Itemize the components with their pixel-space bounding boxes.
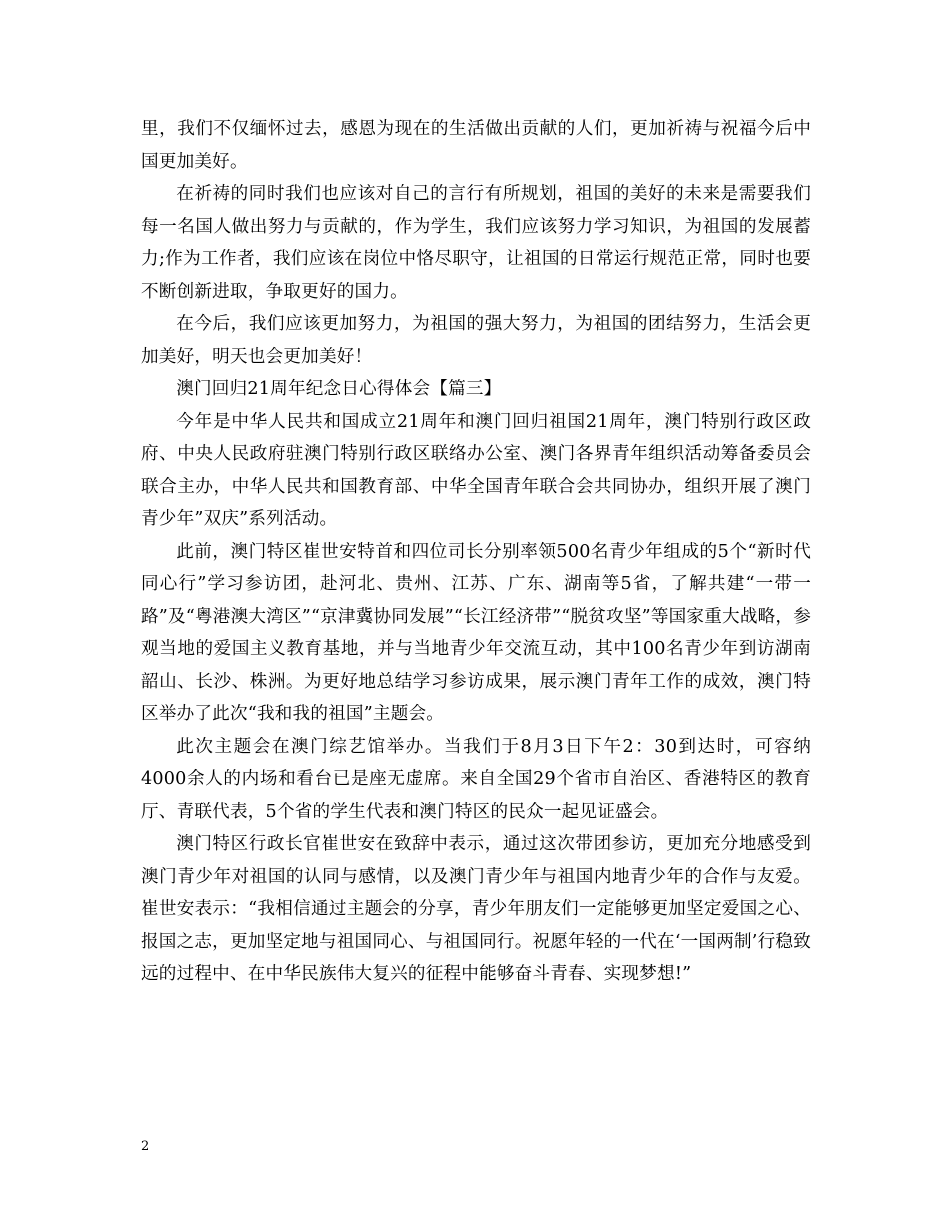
paragraph-2: 在祈祷的同时我们也应该对自己的言行有所规划，祖国的美好的未来是需要我们每一名国人做出努力与贡献的，作为学生，我们应该努力学习知识，为祖国的发展蓄力;作为工作者，我们应该在岗位中恪尽职守，让祖国的日常运行规范正常，同时也要不断创新进取，争取更好的国力。 (141, 184, 811, 302)
section-heading: 澳门回归21周年纪念日心得体会【篇三】 (176, 379, 502, 399)
page-number: 2 (141, 1139, 150, 1154)
paragraph-6: 此前，澳门特区崔世安特首和四位司长分别率领500名青少年组成的5个“新时代同心行”学习参访团，赴河北、贵州、江苏、广东、湖南等5省，了解共建“一带一路”及“粤港澳大湾区”“京津冀协同发展”“长江经济带”“脱贫攻坚”等国家重大战略，参观当地的爱国主义教育基地，并与当地青少年交流互动，其中100名青少年到访湖南韶山、长沙、株洲。为更好地总结学习参访成果，展示澳门青年工作的成效，澳门特区举办了此次“我和我的祖国”主题会。 (141, 541, 811, 724)
paragraph-7: 此次主题会在澳门综艺馆举办。当我们于8月3日下午2：30到达时，可容纳4000余人的内场和看台已是座无虚席。来自全国29个省市自治区、香港特区的教育厅、青联代表，5个省的学生代表和澳门特区的民众一起见证盛会。 (141, 736, 811, 822)
paragraph-3: 在今后，我们应该更加努力，为祖国的强大努力，为祖国的团结努力，生活会更加美好，明天也会更加美好！ (141, 314, 811, 367)
document-body (141, 113, 811, 991)
paragraph-1: 里，我们不仅缅怀过去，感恩为现在的生活做出贡献的人们，更加祈祷与祝福今后中国更加美好。 (141, 119, 811, 172)
paragraph-5: 今年是中华人民共和国成立21周年和澳门回归祖国21周年，澳门特别行政区政府、中央人民政府驻澳门特别行政区联络办公室、澳门各界青年组织活动筹备委员会联合主办，中华人民共和国教育部、中华全国青年联合会共同协办，组织开展了澳门青少年”双庆”系列活动。 (141, 411, 811, 529)
paragraph-8: 澳门特区行政长官崔世安在致辞中表示，通过这次带团参访，更加充分地感受到澳门青少年对祖国的认同与感情，以及澳门青少年与祖国内地青少年的合作与友爱。崔世安表示：“我相信通过主题会的分享，青少年朋友们一定能够更加坚定爱国之心、报国之志，更加坚定地与祖国同心、与祖国同行。祝愿年轻的一代在‘一国两制’行稳致远的过程中、在中华民族伟大复兴的征程中能够奋斗青春、实现梦想!” (141, 834, 811, 984)
